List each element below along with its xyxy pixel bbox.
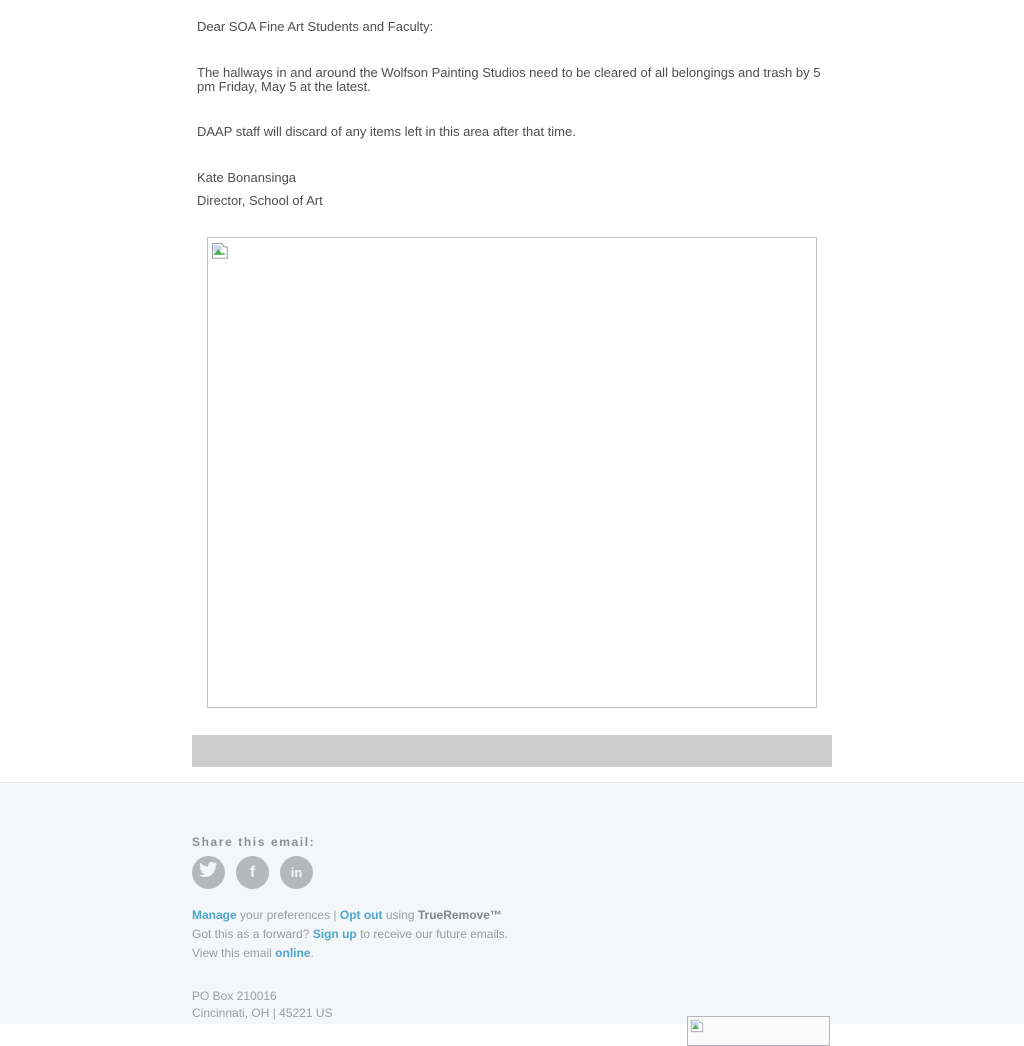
linkedin-share-button[interactable] [280,856,313,889]
preferences-line [192,906,508,925]
forward-text-post: to receive our future emails. [356,927,509,941]
forward-line [192,925,508,944]
footer-links [192,906,508,963]
email-salutation: Dear SOA Fine Art Students and Faculty: [197,19,434,34]
divider-bar [192,735,832,767]
address-line-2: Cincinnati, OH | 45221 US [192,1005,333,1020]
sender-address [192,988,333,1021]
view-text-post: . [310,946,314,960]
email-footer [0,782,1024,1024]
view-text: View this email [192,946,276,960]
using-text: using [382,908,418,922]
social-share-row [192,856,313,889]
address-line-1: PO Box 210016 [192,989,277,1003]
view-online-line [192,944,508,963]
opt-out-link[interactable]: Opt out [339,908,383,922]
online-link[interactable]: online [275,946,311,960]
sign-up-link[interactable]: Sign up [312,927,357,941]
forward-text: Got this as a forward? [192,927,313,941]
preferences-text: your preferences | [236,908,340,922]
facebook-share-button[interactable] [236,856,269,889]
signature-title: Director, School of Art [197,193,323,208]
twitter-icon [199,862,218,883]
share-email-label: Share this email: [192,835,316,849]
facebook-icon: f [249,863,256,881]
broken-image-icon [690,1019,704,1038]
email-image-placeholder [207,237,817,708]
email-paragraph-2: DAAP staff will discard of any items left in this area after that time. [197,124,576,139]
emma-logo-placeholder[interactable] [687,1016,830,1046]
linkedin-icon: in [290,865,303,880]
twitter-share-button[interactable] [192,856,225,889]
trueremove-label: TrueRemove™ [417,908,502,922]
broken-image-icon [211,242,229,265]
manage-link[interactable]: Manage [192,908,237,922]
email-paragraph-1: The hallways in and around the Wolfson Painting Studios need to be cleared of all belongings and trash by 5 pm Friday, May 5 at the latest. [197,65,821,94]
signature-name: Kate Bonansinga [197,170,297,185]
